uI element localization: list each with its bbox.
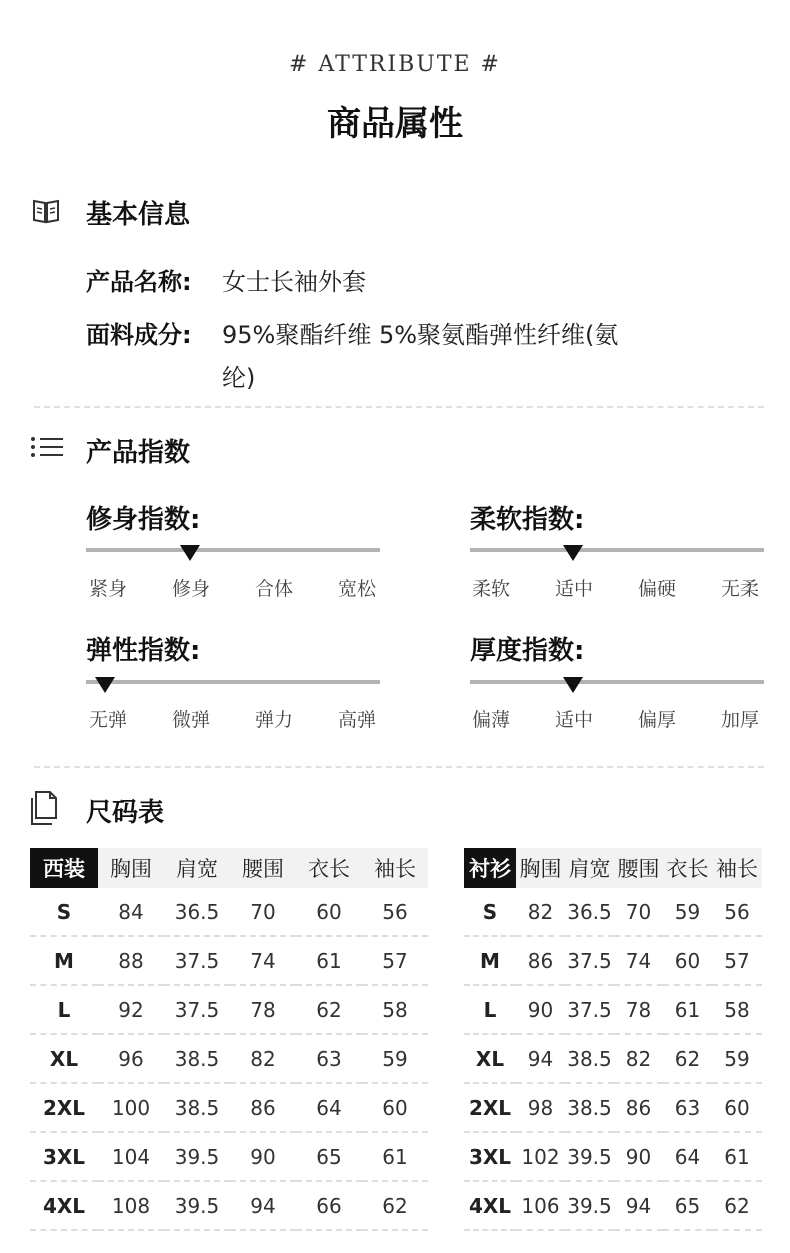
table-cell: 58: [362, 985, 428, 1034]
table-cell: 56: [712, 888, 762, 936]
table-row: [30, 888, 428, 936]
page-title-text: 商品属性: [327, 104, 463, 144]
table-cell: 37.5: [164, 985, 230, 1034]
table-cell: 64: [663, 1132, 712, 1181]
table-cell: 37.5: [164, 936, 230, 985]
divider: [34, 406, 764, 408]
size-cell: XL: [30, 1034, 98, 1083]
table-cell: 62: [712, 1181, 762, 1230]
softness-tick: 柔软: [471, 578, 510, 600]
softness-index-title: 柔软指数:: [470, 505, 585, 535]
size-cell: S: [30, 888, 98, 936]
table-cell: 104: [98, 1132, 164, 1181]
softness-tick: 无柔: [720, 578, 759, 600]
size-chart-heading: 尺码表: [86, 798, 165, 828]
table-cell: 82: [230, 1034, 296, 1083]
table-cell: 63: [663, 1083, 712, 1132]
table-cell: 60: [362, 1083, 428, 1132]
table-cell: 70: [230, 888, 296, 936]
thickness-tick: 偏厚: [637, 709, 676, 731]
attribute-subtitle: # ATTRIBUTE #: [289, 52, 501, 77]
table-cell: 36.5: [565, 888, 614, 936]
shirt-category-label: 衬衫: [464, 848, 516, 888]
size-cell: M: [30, 936, 98, 985]
product-name-label: 产品名称:: [86, 268, 192, 296]
elastic-tick: 高弹: [337, 709, 376, 731]
column-header: 袖长: [712, 848, 762, 888]
table-cell: 57: [712, 936, 762, 985]
table-header-row: [30, 848, 428, 888]
table-cell: 102: [516, 1132, 565, 1181]
softness-tick: 适中: [554, 578, 593, 600]
table-cell: 64: [296, 1083, 362, 1132]
table-cell: 59: [712, 1034, 762, 1083]
table-cell: 78: [230, 985, 296, 1034]
table-cell: 90: [230, 1132, 296, 1181]
table-cell: 86: [230, 1083, 296, 1132]
table-cell: 82: [516, 888, 565, 936]
table-cell: 78: [614, 985, 663, 1034]
table-cell: 106: [516, 1181, 565, 1230]
softness-index-marker: [563, 545, 583, 561]
table-cell: 90: [516, 985, 565, 1034]
table-cell: 96: [98, 1034, 164, 1083]
elastic-index-marker: [95, 677, 115, 693]
table-row: [30, 1083, 428, 1132]
title-wrap: [0, 96, 790, 145]
table-cell: 56: [362, 888, 428, 936]
fabric-value-line1: 95%聚酯纤维 5%聚氨酯弹性纤维(氨: [222, 321, 619, 349]
thickness-index-marker: [563, 677, 583, 693]
table-cell: 94: [230, 1181, 296, 1230]
table-cell: 62: [362, 1181, 428, 1230]
table-cell: 59: [663, 888, 712, 936]
elastic-tick: 微弹: [171, 709, 210, 731]
table-cell: 39.5: [164, 1132, 230, 1181]
table-cell: 39.5: [565, 1132, 614, 1181]
table-cell: 39.5: [164, 1181, 230, 1230]
table-cell: 60: [712, 1083, 762, 1132]
table-row: [30, 936, 428, 985]
column-header: 肩宽: [565, 848, 614, 888]
table-cell: 70: [614, 888, 663, 936]
fit-tick: 合体: [254, 578, 293, 600]
table-row: [464, 888, 762, 936]
table-cell: 36.5: [164, 888, 230, 936]
column-header: 腰围: [614, 848, 663, 888]
table-cell: 39.5: [565, 1181, 614, 1230]
size-cell: 4XL: [30, 1181, 98, 1230]
thickness-tick: 偏薄: [471, 709, 510, 731]
table-cell: 98: [516, 1083, 565, 1132]
table-cell: 62: [663, 1034, 712, 1083]
size-cell: 3XL: [30, 1132, 98, 1181]
table-cell: 57: [362, 936, 428, 985]
table-cell: 66: [296, 1181, 362, 1230]
suit-size-table: [30, 848, 428, 1231]
table-row: [464, 1083, 762, 1132]
table-cell: 62: [296, 985, 362, 1034]
book-icon: [32, 198, 60, 224]
table-cell: 65: [296, 1132, 362, 1181]
table-cell: 63: [296, 1034, 362, 1083]
elastic-tick: 无弹: [88, 709, 127, 731]
table-cell: 60: [663, 936, 712, 985]
product-name-value: 女士长袖外套: [222, 268, 366, 296]
table-cell: 59: [362, 1034, 428, 1083]
table-cell: 65: [663, 1181, 712, 1230]
size-cell: 4XL: [464, 1181, 516, 1230]
table-row: [30, 985, 428, 1034]
fit-index-title: 修身指数:: [86, 505, 201, 535]
table-cell: 84: [98, 888, 164, 936]
shirt-size-table: [464, 848, 762, 1231]
table-row: [30, 1132, 428, 1181]
table-header-row: [464, 848, 762, 888]
table-row: [30, 1034, 428, 1083]
column-header: 衣长: [296, 848, 362, 888]
table-cell: 61: [296, 936, 362, 985]
table-cell: 82: [614, 1034, 663, 1083]
size-cell: 2XL: [30, 1083, 98, 1132]
table-row: [464, 936, 762, 985]
table-cell: 92: [98, 985, 164, 1034]
softness-index-track: [470, 548, 764, 552]
thickness-tick: 适中: [554, 709, 593, 731]
list-icon: [30, 436, 64, 458]
softness-tick: 偏硬: [637, 578, 676, 600]
table-cell: 61: [362, 1132, 428, 1181]
table-cell: 108: [98, 1181, 164, 1230]
table-row: [464, 985, 762, 1034]
table-cell: 37.5: [565, 985, 614, 1034]
column-header: 肩宽: [164, 848, 230, 888]
elastic-tick: 弹力: [254, 709, 293, 731]
table-cell: 38.5: [164, 1083, 230, 1132]
fabric-value-line2: 纶): [222, 364, 256, 392]
size-cell: 2XL: [464, 1083, 516, 1132]
table-cell: 86: [516, 936, 565, 985]
fit-tick: 修身: [171, 578, 210, 600]
column-header: 腰围: [230, 848, 296, 888]
fit-index-track: [86, 548, 380, 552]
fit-tick: 宽松: [337, 578, 376, 600]
table-cell: 74: [614, 936, 663, 985]
thickness-index-track: [470, 680, 764, 684]
thickness-index-title: 厚度指数:: [470, 636, 585, 666]
size-cell: XL: [464, 1034, 516, 1083]
fit-tick: 紧身: [88, 578, 127, 600]
table-row: [464, 1034, 762, 1083]
size-cell: L: [464, 985, 516, 1034]
basic-info-heading: 基本信息: [86, 200, 191, 230]
table-row: [30, 1181, 428, 1230]
table-cell: 38.5: [164, 1034, 230, 1083]
column-header: 胸围: [516, 848, 565, 888]
suit-category-label: 西装: [30, 848, 98, 888]
table-cell: 38.5: [565, 1083, 614, 1132]
table-cell: 86: [614, 1083, 663, 1132]
column-header: 袖长: [362, 848, 428, 888]
table-cell: 88: [98, 936, 164, 985]
size-cell: M: [464, 936, 516, 985]
thickness-tick: 加厚: [720, 709, 759, 731]
table-cell: 60: [296, 888, 362, 936]
table-cell: 90: [614, 1132, 663, 1181]
table-cell: 37.5: [565, 936, 614, 985]
product-index-heading: 产品指数: [86, 438, 191, 468]
table-row: [464, 1132, 762, 1181]
table-cell: 94: [614, 1181, 663, 1230]
divider: [34, 766, 764, 768]
fit-index-marker: [180, 545, 200, 561]
size-cell: 3XL: [464, 1132, 516, 1181]
elastic-index-title: 弹性指数:: [86, 636, 201, 666]
size-cell: S: [464, 888, 516, 936]
document-copy-icon: [30, 790, 64, 826]
elastic-index-track: [86, 680, 380, 684]
table-cell: 61: [663, 985, 712, 1034]
page-title: [321, 96, 469, 145]
table-cell: 94: [516, 1034, 565, 1083]
table-cell: 38.5: [565, 1034, 614, 1083]
fabric-label: 面料成分:: [86, 321, 192, 349]
table-cell: 61: [712, 1132, 762, 1181]
column-header: 胸围: [98, 848, 164, 888]
column-header: 衣长: [663, 848, 712, 888]
size-cell: L: [30, 985, 98, 1034]
table-cell: 74: [230, 936, 296, 985]
table-cell: 58: [712, 985, 762, 1034]
table-cell: 100: [98, 1083, 164, 1132]
table-row: [464, 1181, 762, 1230]
